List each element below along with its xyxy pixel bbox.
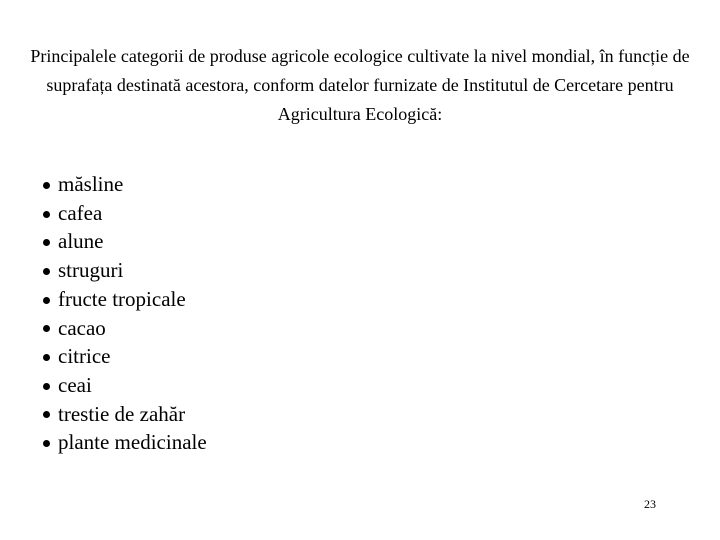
list-item-label: fructe tropicale xyxy=(58,286,186,311)
intro-paragraph: Principalele categorii de produse agricole ecologice cultivate la nivel mondial, în funcție de suprafața destinată acestora, conform datelor furnizate de Institutul de Cercetare pentru Agricultura Ecologică: xyxy=(30,46,690,124)
list-item xyxy=(42,227,207,256)
bullet-icon xyxy=(43,354,50,361)
list-item-label: struguri xyxy=(58,258,124,283)
list-item-label: citrice xyxy=(58,344,111,369)
list-item xyxy=(42,342,207,371)
list-item-label: măsline xyxy=(58,172,124,196)
bullet-icon xyxy=(43,383,50,390)
bullet-icon xyxy=(43,211,50,218)
list-item xyxy=(42,285,207,314)
bullet-icon xyxy=(43,325,50,332)
list-item xyxy=(42,400,207,429)
list-item xyxy=(42,371,207,400)
bullet-icon xyxy=(43,182,50,189)
list-item xyxy=(42,170,207,199)
bullet-icon xyxy=(43,440,50,447)
list-item xyxy=(42,256,207,285)
list-item-label: cafea xyxy=(58,200,103,225)
list-item xyxy=(42,314,207,343)
bullet-icon xyxy=(43,411,50,418)
crop-list xyxy=(42,170,207,457)
list-item-label: cacao xyxy=(58,315,106,340)
list-item-label: plante medicinale xyxy=(58,430,207,455)
list-item xyxy=(42,199,207,228)
list-item xyxy=(42,428,207,457)
bullet-icon xyxy=(43,239,50,246)
list-item-label: alune xyxy=(58,229,104,254)
bullet-icon xyxy=(43,297,50,304)
page-number: 23 xyxy=(644,497,656,511)
list-item-label: ceai xyxy=(58,372,92,397)
bullet-icon xyxy=(43,268,50,275)
list-item-label: trestie de zahăr xyxy=(58,401,186,426)
